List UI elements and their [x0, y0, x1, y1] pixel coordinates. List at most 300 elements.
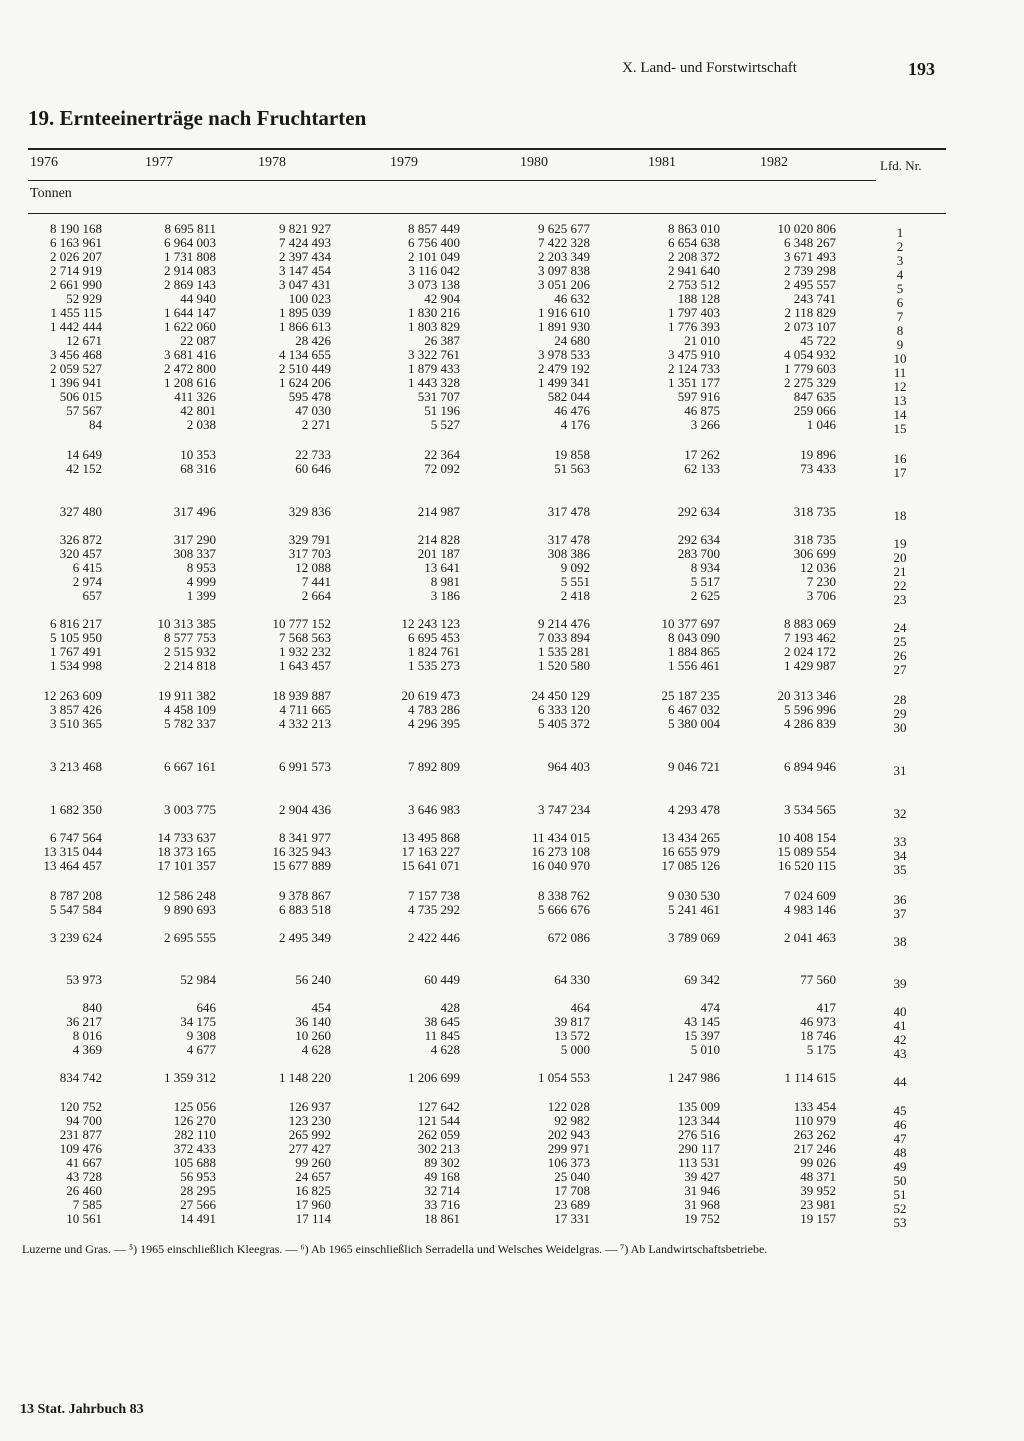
row-number: 22 — [893, 578, 907, 593]
table-cell: 17 262 — [684, 447, 720, 462]
footnote: Luzerne und Gras. — ⁵) 1965 einschließlich Kleegras. — ⁶) Ab 1965 einschließlich Serradella und Welsches Weidelgras. — ⁷) Ab Landwirtschaftsbetriebe. — [22, 1242, 768, 1256]
table-cell: 13 641 — [424, 560, 460, 575]
table-cell: 17 331 — [554, 1211, 590, 1226]
table-cell: 2 904 436 — [279, 802, 331, 817]
table-cell: 51 196 — [424, 403, 460, 418]
table-cell: 49 168 — [424, 1169, 460, 1184]
table-cell: 7 441 — [301, 574, 331, 589]
table-cell: 299 971 — [547, 1141, 590, 1156]
row-number: 40 — [893, 1004, 907, 1019]
table-cell: 18 373 165 — [157, 844, 216, 859]
table-cell: 39 427 — [684, 1169, 720, 1184]
row-number: 47 — [893, 1131, 907, 1146]
table-cell: 3 003 775 — [164, 802, 216, 817]
table-cell: 84 — [89, 417, 102, 432]
table-cell: 109 476 — [59, 1141, 102, 1156]
table-cell: 11 434 015 — [531, 830, 590, 845]
table-cell: 3 671 493 — [784, 249, 836, 264]
table-cell: 26 460 — [66, 1183, 102, 1198]
table-cell: 1 622 060 — [164, 319, 216, 334]
table-cell: 123 230 — [288, 1113, 331, 1128]
table-cell: 283 700 — [677, 546, 720, 561]
table-title: 19. Ernteeinerträge nach Fruchtarten — [28, 106, 367, 130]
table-cell: 19 858 — [554, 447, 590, 462]
table-cell: 2 753 512 — [668, 277, 720, 292]
table-cell: 13 434 265 — [661, 830, 720, 845]
table-cell: 2 869 143 — [164, 277, 216, 292]
table-cell: 1 208 616 — [164, 375, 216, 390]
table-cell: 1 359 312 — [164, 1070, 216, 1085]
table-cell: 41 667 — [66, 1155, 102, 1170]
table-cell: 20 313 346 — [777, 688, 836, 703]
table-cell: 3 646 983 — [408, 802, 460, 817]
table-cell: 39 952 — [800, 1183, 836, 1198]
table-cell: 292 634 — [677, 504, 720, 519]
table-cell: 1 054 553 — [538, 1070, 590, 1085]
table-cell: 262 059 — [417, 1127, 460, 1142]
table-cell: 306 699 — [793, 546, 836, 561]
table-cell: 4 999 — [186, 574, 216, 589]
row-number: 23 — [893, 592, 907, 607]
table-cell: 113 531 — [678, 1155, 720, 1170]
table-cell: 2 739 298 — [784, 263, 836, 278]
table-cell: 23 689 — [554, 1197, 590, 1212]
row-number: 46 — [893, 1117, 907, 1132]
table-cell: 1 429 987 — [784, 658, 836, 673]
table-cell: 317 478 — [547, 504, 590, 519]
table-cell: 72 092 — [424, 461, 460, 476]
table-cell: 22 087 — [180, 333, 216, 348]
table-cell: 39 817 — [554, 1014, 590, 1029]
table-cell: 1 916 610 — [538, 305, 590, 320]
table-cell: 231 877 — [59, 1127, 102, 1142]
table-cell: 36 140 — [295, 1014, 331, 1029]
table-cell: 68 316 — [180, 461, 216, 476]
table-cell: 1 396 941 — [50, 375, 102, 390]
table-cell: 13 495 868 — [401, 830, 460, 845]
table-cell: 8 016 — [72, 1028, 102, 1043]
table-cell: 1 148 220 — [279, 1070, 331, 1085]
table-cell: 9 821 927 — [279, 221, 331, 236]
table-cell: 6 163 961 — [50, 235, 102, 250]
table-cell: 672 086 — [547, 930, 590, 945]
table-cell: 62 133 — [684, 461, 720, 476]
table-cell: 1 682 350 — [50, 802, 102, 817]
table-cell: 34 175 — [180, 1014, 216, 1029]
row-number: 38 — [893, 934, 907, 949]
table-cell: 25 040 — [554, 1169, 590, 1184]
table-cell: 3 857 426 — [50, 702, 102, 717]
table-cell: 6 747 564 — [50, 830, 102, 845]
table-cell: 64 330 — [554, 972, 590, 987]
table-cell: 318 735 — [793, 532, 836, 547]
table-cell: 2 422 446 — [408, 930, 460, 945]
table-cell: 44 940 — [180, 291, 216, 306]
table-cell: 3 116 042 — [408, 263, 460, 278]
table-cell: 428 — [440, 1000, 460, 1015]
table-cell: 92 982 — [554, 1113, 590, 1128]
table-cell: 5 380 004 — [668, 716, 720, 731]
table-cell: 3 266 — [690, 417, 720, 432]
table-cell: 19 752 — [684, 1211, 720, 1226]
table-cell: 282 110 — [174, 1127, 216, 1142]
table-cell: 3 186 — [430, 588, 460, 603]
table-cell: 3 706 — [806, 588, 836, 603]
table-cell: 38 645 — [424, 1014, 460, 1029]
table-cell: 6 415 — [72, 560, 102, 575]
table-cell: 2 203 349 — [538, 249, 590, 264]
table-cell: 202 943 — [547, 1127, 590, 1142]
table-cell: 17 101 357 — [157, 858, 216, 873]
table-cell: 3 213 468 — [50, 759, 102, 774]
table-cell: 3 747 234 — [538, 802, 590, 817]
table-cell: 1 891 930 — [538, 319, 590, 334]
table-cell: 214 828 — [417, 532, 460, 547]
table-cell: 5 527 — [430, 417, 460, 432]
table-cell: 110 979 — [794, 1113, 836, 1128]
table-cell: 372 433 — [173, 1141, 216, 1156]
table-cell: 43 728 — [66, 1169, 102, 1184]
table-cell: 52 929 — [66, 291, 102, 306]
table-cell: 3 978 533 — [538, 347, 590, 362]
year-header: 1980 — [520, 155, 548, 170]
top-rule — [28, 148, 946, 150]
row-number: 51 — [893, 1187, 907, 1202]
row-number: 31 — [893, 763, 907, 778]
row-number: 45 — [893, 1103, 907, 1118]
chapter-heading: X. Land- und Forstwirtschaft — [622, 60, 797, 76]
row-number: 52 — [893, 1201, 907, 1216]
table-cell: 3 789 069 — [668, 930, 720, 945]
table-cell: 21 010 — [684, 333, 720, 348]
table-cell: 60 449 — [424, 972, 460, 987]
table-cell: 290 117 — [678, 1141, 720, 1156]
table-cell: 1 499 341 — [538, 375, 590, 390]
table-cell: 19 896 — [800, 447, 836, 462]
table-cell: 327 480 — [59, 504, 102, 519]
table-cell: 259 066 — [793, 403, 836, 418]
table-cell: 1 046 — [806, 417, 836, 432]
table-cell: 24 450 129 — [531, 688, 590, 703]
table-cell: 9 308 — [186, 1028, 216, 1043]
table-cell: 9 214 476 — [538, 616, 590, 631]
table-cell: 4 293 478 — [668, 802, 720, 817]
table-cell: 292 634 — [677, 532, 720, 547]
table-cell: 24 657 — [295, 1169, 331, 1184]
table-cell: 18 746 — [800, 1028, 836, 1043]
row-number: 3 — [896, 253, 904, 268]
table-cell: 2 510 449 — [279, 361, 331, 376]
table-cell: 531 707 — [417, 389, 460, 404]
table-cell: 2 038 — [186, 417, 216, 432]
row-number: 50 — [893, 1173, 907, 1188]
table-cell: 4 735 292 — [408, 902, 460, 917]
table-cell: 1 803 829 — [408, 319, 460, 334]
year-header: 1979 — [390, 155, 418, 170]
table-cell: 243 741 — [793, 291, 836, 306]
row-number: 7 — [896, 309, 904, 324]
table-cell: 1 399 — [186, 588, 216, 603]
row-number: 29 — [893, 706, 907, 721]
table-cell: 276 516 — [677, 1127, 720, 1142]
page-number: 193 — [908, 59, 935, 79]
table-cell: 3 147 454 — [279, 263, 331, 278]
table-cell: 126 270 — [173, 1113, 216, 1128]
lfd-nr-header: Lfd. Nr. — [880, 158, 922, 173]
table-cell: 46 875 — [684, 403, 720, 418]
table-cell: 3 475 910 — [668, 347, 720, 362]
table-cell: 10 777 152 — [272, 616, 331, 631]
table-cell: 28 295 — [180, 1183, 216, 1198]
table-cell: 2 472 800 — [164, 361, 216, 376]
table-cell: 7 033 894 — [538, 630, 590, 645]
table-cell: 122 028 — [547, 1099, 590, 1114]
table-cell: 326 872 — [59, 532, 102, 547]
row-number: 28 — [893, 692, 907, 707]
table-cell: 582 044 — [547, 389, 590, 404]
table-cell: 46 476 — [554, 403, 590, 418]
table-cell: 33 716 — [424, 1197, 460, 1212]
table-cell: 53 973 — [66, 972, 102, 987]
table-cell: 7 424 493 — [279, 235, 331, 250]
table-cell: 595 478 — [288, 389, 331, 404]
table-cell: 646 — [196, 1000, 216, 1015]
table-cell: 10 353 — [180, 447, 216, 462]
table-cell: 7 193 462 — [784, 630, 836, 645]
table-cell: 7 230 — [806, 574, 836, 589]
table-cell: 10 020 806 — [777, 221, 836, 236]
table-cell: 2 397 434 — [279, 249, 331, 264]
table-cell: 2 026 207 — [50, 249, 102, 264]
table-cell: 4 711 665 — [279, 702, 331, 717]
table-cell: 1 797 403 — [668, 305, 720, 320]
table-cell: 22 733 — [295, 447, 331, 462]
table-cell: 454 — [311, 1000, 331, 1015]
table-cell: 6 667 161 — [164, 759, 216, 774]
table-cell: 1 830 216 — [408, 305, 460, 320]
table-cell: 464 — [570, 1000, 590, 1015]
table-cell: 135 009 — [677, 1099, 720, 1114]
table-cell: 42 904 — [424, 291, 460, 306]
table-cell: 12 586 248 — [157, 888, 216, 903]
row-number: 30 — [893, 720, 907, 735]
table-cell: 1 932 232 — [279, 644, 331, 659]
row-number: 44 — [893, 1074, 907, 1089]
table-cell: 188 128 — [677, 291, 720, 306]
table-cell: 2 695 555 — [164, 930, 216, 945]
table-cell: 2 418 — [560, 588, 590, 603]
table-cell: 3 681 416 — [164, 347, 216, 362]
table-cell: 94 700 — [66, 1113, 102, 1128]
table-cell: 105 688 — [173, 1155, 216, 1170]
table-cell: 2 941 640 — [668, 263, 720, 278]
table-cell: 411 326 — [174, 389, 216, 404]
table-cell: 8 577 753 — [164, 630, 216, 645]
table-cell: 6 816 217 — [50, 616, 102, 631]
table-cell: 4 286 839 — [784, 716, 836, 731]
table-cell: 3 047 431 — [279, 277, 331, 292]
row-number: 33 — [893, 834, 907, 849]
table-cell: 6 348 267 — [784, 235, 836, 250]
table-cell: 2 214 818 — [164, 658, 216, 673]
table-cell: 6 333 120 — [538, 702, 590, 717]
table-cell: 2 073 107 — [784, 319, 836, 334]
table-cell: 318 735 — [793, 504, 836, 519]
table-cell: 4 783 286 — [408, 702, 460, 717]
row-number: 26 — [893, 648, 907, 663]
table-cell: 217 246 — [793, 1141, 836, 1156]
table-cell: 4 369 — [72, 1042, 102, 1057]
table-cell: 12 243 123 — [401, 616, 460, 631]
row-number: 34 — [893, 848, 907, 863]
table-cell: 17 114 — [295, 1211, 331, 1226]
row-number: 20 — [893, 550, 907, 565]
table-cell: 4 677 — [186, 1042, 216, 1057]
row-number: 39 — [893, 976, 907, 991]
table-cell: 8 341 977 — [279, 830, 331, 845]
row-number: 16 — [893, 451, 907, 466]
table-cell: 474 — [700, 1000, 720, 1015]
table-cell: 3 051 206 — [538, 277, 590, 292]
table-cell: 1 535 281 — [538, 644, 590, 659]
row-number: 13 — [893, 393, 907, 408]
row-number: 12 — [893, 379, 907, 394]
table-cell: 8 190 168 — [50, 221, 102, 236]
table-cell: 317 496 — [173, 504, 216, 519]
table-cell: 8 863 010 — [668, 221, 720, 236]
year-header: 1977 — [145, 155, 173, 170]
table-cell: 317 290 — [173, 532, 216, 547]
table-cell: 48 371 — [800, 1169, 836, 1184]
table-cell: 7 585 — [72, 1197, 102, 1212]
table-cell: 4 458 109 — [164, 702, 216, 717]
year-header: 1981 — [648, 155, 676, 170]
table-cell: 45 722 — [800, 333, 836, 348]
table-cell: 2 041 463 — [784, 930, 836, 945]
table-cell: 2 271 — [301, 417, 331, 432]
table-cell: 15 641 071 — [401, 858, 460, 873]
table-cell: 6 695 453 — [408, 630, 460, 645]
table-cell: 8 787 208 — [50, 888, 102, 903]
table-cell: 329 836 — [288, 504, 331, 519]
table-cell: 1 114 615 — [784, 1070, 836, 1085]
table-cell: 15 089 554 — [777, 844, 836, 859]
table-cell: 8 043 090 — [668, 630, 720, 645]
table-cell: 5 517 — [690, 574, 720, 589]
table-cell: 100 023 — [288, 291, 331, 306]
table-cell: 4 332 213 — [279, 716, 331, 731]
table-cell: 9 046 721 — [668, 759, 720, 774]
table-cell: 1 779 603 — [784, 361, 836, 376]
row-number: 15 — [893, 421, 907, 436]
row-number: 18 — [893, 508, 907, 523]
table-cell: 27 566 — [180, 1197, 216, 1212]
table-cell: 56 240 — [295, 972, 331, 987]
table-cell: 4 983 146 — [784, 902, 836, 917]
row-number: 32 — [893, 806, 907, 821]
table-cell: 7 024 609 — [784, 888, 836, 903]
row-number: 8 — [896, 323, 904, 338]
table-cell: 834 742 — [59, 1070, 102, 1085]
table-cell: 46 973 — [800, 1014, 836, 1029]
table-cell: 4 176 — [560, 417, 590, 432]
table-cell: 6 991 573 — [279, 759, 331, 774]
unit-label: Tonnen — [30, 186, 72, 201]
table-cell: 1 776 393 — [668, 319, 720, 334]
table-cell: 6 467 032 — [668, 702, 720, 717]
table-cell: 99 026 — [800, 1155, 836, 1170]
table-cell: 840 — [82, 1000, 102, 1015]
table-cell: 14 733 637 — [157, 830, 216, 845]
table-cell: 23 981 — [800, 1197, 836, 1212]
table-cell: 16 825 — [295, 1183, 331, 1198]
table-cell: 265 992 — [288, 1127, 331, 1142]
row-number: 42 — [893, 1032, 907, 1047]
table-cell: 20 619 473 — [401, 688, 460, 703]
table-cell: 277 427 — [288, 1141, 331, 1156]
table-cell: 17 708 — [554, 1183, 590, 1198]
table-cell: 46 632 — [554, 291, 590, 306]
row-number: 43 — [893, 1046, 907, 1061]
table-cell: 9 030 530 — [668, 888, 720, 903]
table-cell: 11 845 — [424, 1028, 460, 1043]
table-cell: 17 163 227 — [401, 844, 460, 859]
table-cell: 2 479 192 — [538, 361, 590, 376]
table-cell: 308 386 — [547, 546, 590, 561]
table-cell: 3 456 468 — [50, 347, 102, 362]
table-cell: 2 024 172 — [784, 644, 836, 659]
table-cell: 2 664 — [301, 588, 331, 603]
table-cell: 5 241 461 — [668, 902, 720, 917]
table-cell: 73 433 — [800, 461, 836, 476]
table-cell: 19 157 — [800, 1211, 836, 1226]
table-cell: 329 791 — [288, 532, 331, 547]
table-cell: 36 217 — [66, 1014, 102, 1029]
row-number: 37 — [893, 906, 907, 921]
table-cell: 302 213 — [417, 1141, 460, 1156]
table-cell: 42 152 — [66, 461, 102, 476]
table-cell: 506 015 — [59, 389, 102, 404]
table-cell: 31 968 — [684, 1197, 720, 1212]
table-cell: 5 175 — [806, 1042, 836, 1057]
table-cell: 1 731 808 — [164, 249, 216, 264]
table-cell: 1 884 865 — [668, 644, 720, 659]
table-cell: 1 351 177 — [668, 375, 720, 390]
row-number: 49 — [893, 1159, 907, 1174]
table-cell: 1 643 457 — [279, 658, 331, 673]
table-cell: 5 010 — [690, 1042, 720, 1057]
table-cell: 18 861 — [424, 1211, 460, 1226]
row-number: 5 — [896, 281, 904, 296]
table-cell: 57 567 — [66, 403, 102, 418]
row-number: 35 — [893, 862, 907, 877]
table-cell: 5 105 950 — [50, 630, 102, 645]
year-rule — [28, 180, 876, 181]
table-cell: 9 378 867 — [279, 888, 331, 903]
table-cell: 5 547 584 — [50, 902, 102, 917]
row-number: 17 — [893, 465, 907, 480]
table-cell: 317 478 — [547, 532, 590, 547]
table-cell: 77 560 — [800, 972, 836, 987]
table-cell: 2 914 083 — [164, 263, 216, 278]
table-cell: 6 654 638 — [668, 235, 720, 250]
table-cell: 56 953 — [180, 1169, 216, 1184]
table-cell: 320 457 — [59, 546, 102, 561]
row-number: 21 — [893, 564, 907, 579]
table-cell: 15 397 — [684, 1028, 720, 1043]
row-number: 41 — [893, 1018, 907, 1033]
table-cell: 18 939 887 — [272, 688, 331, 703]
